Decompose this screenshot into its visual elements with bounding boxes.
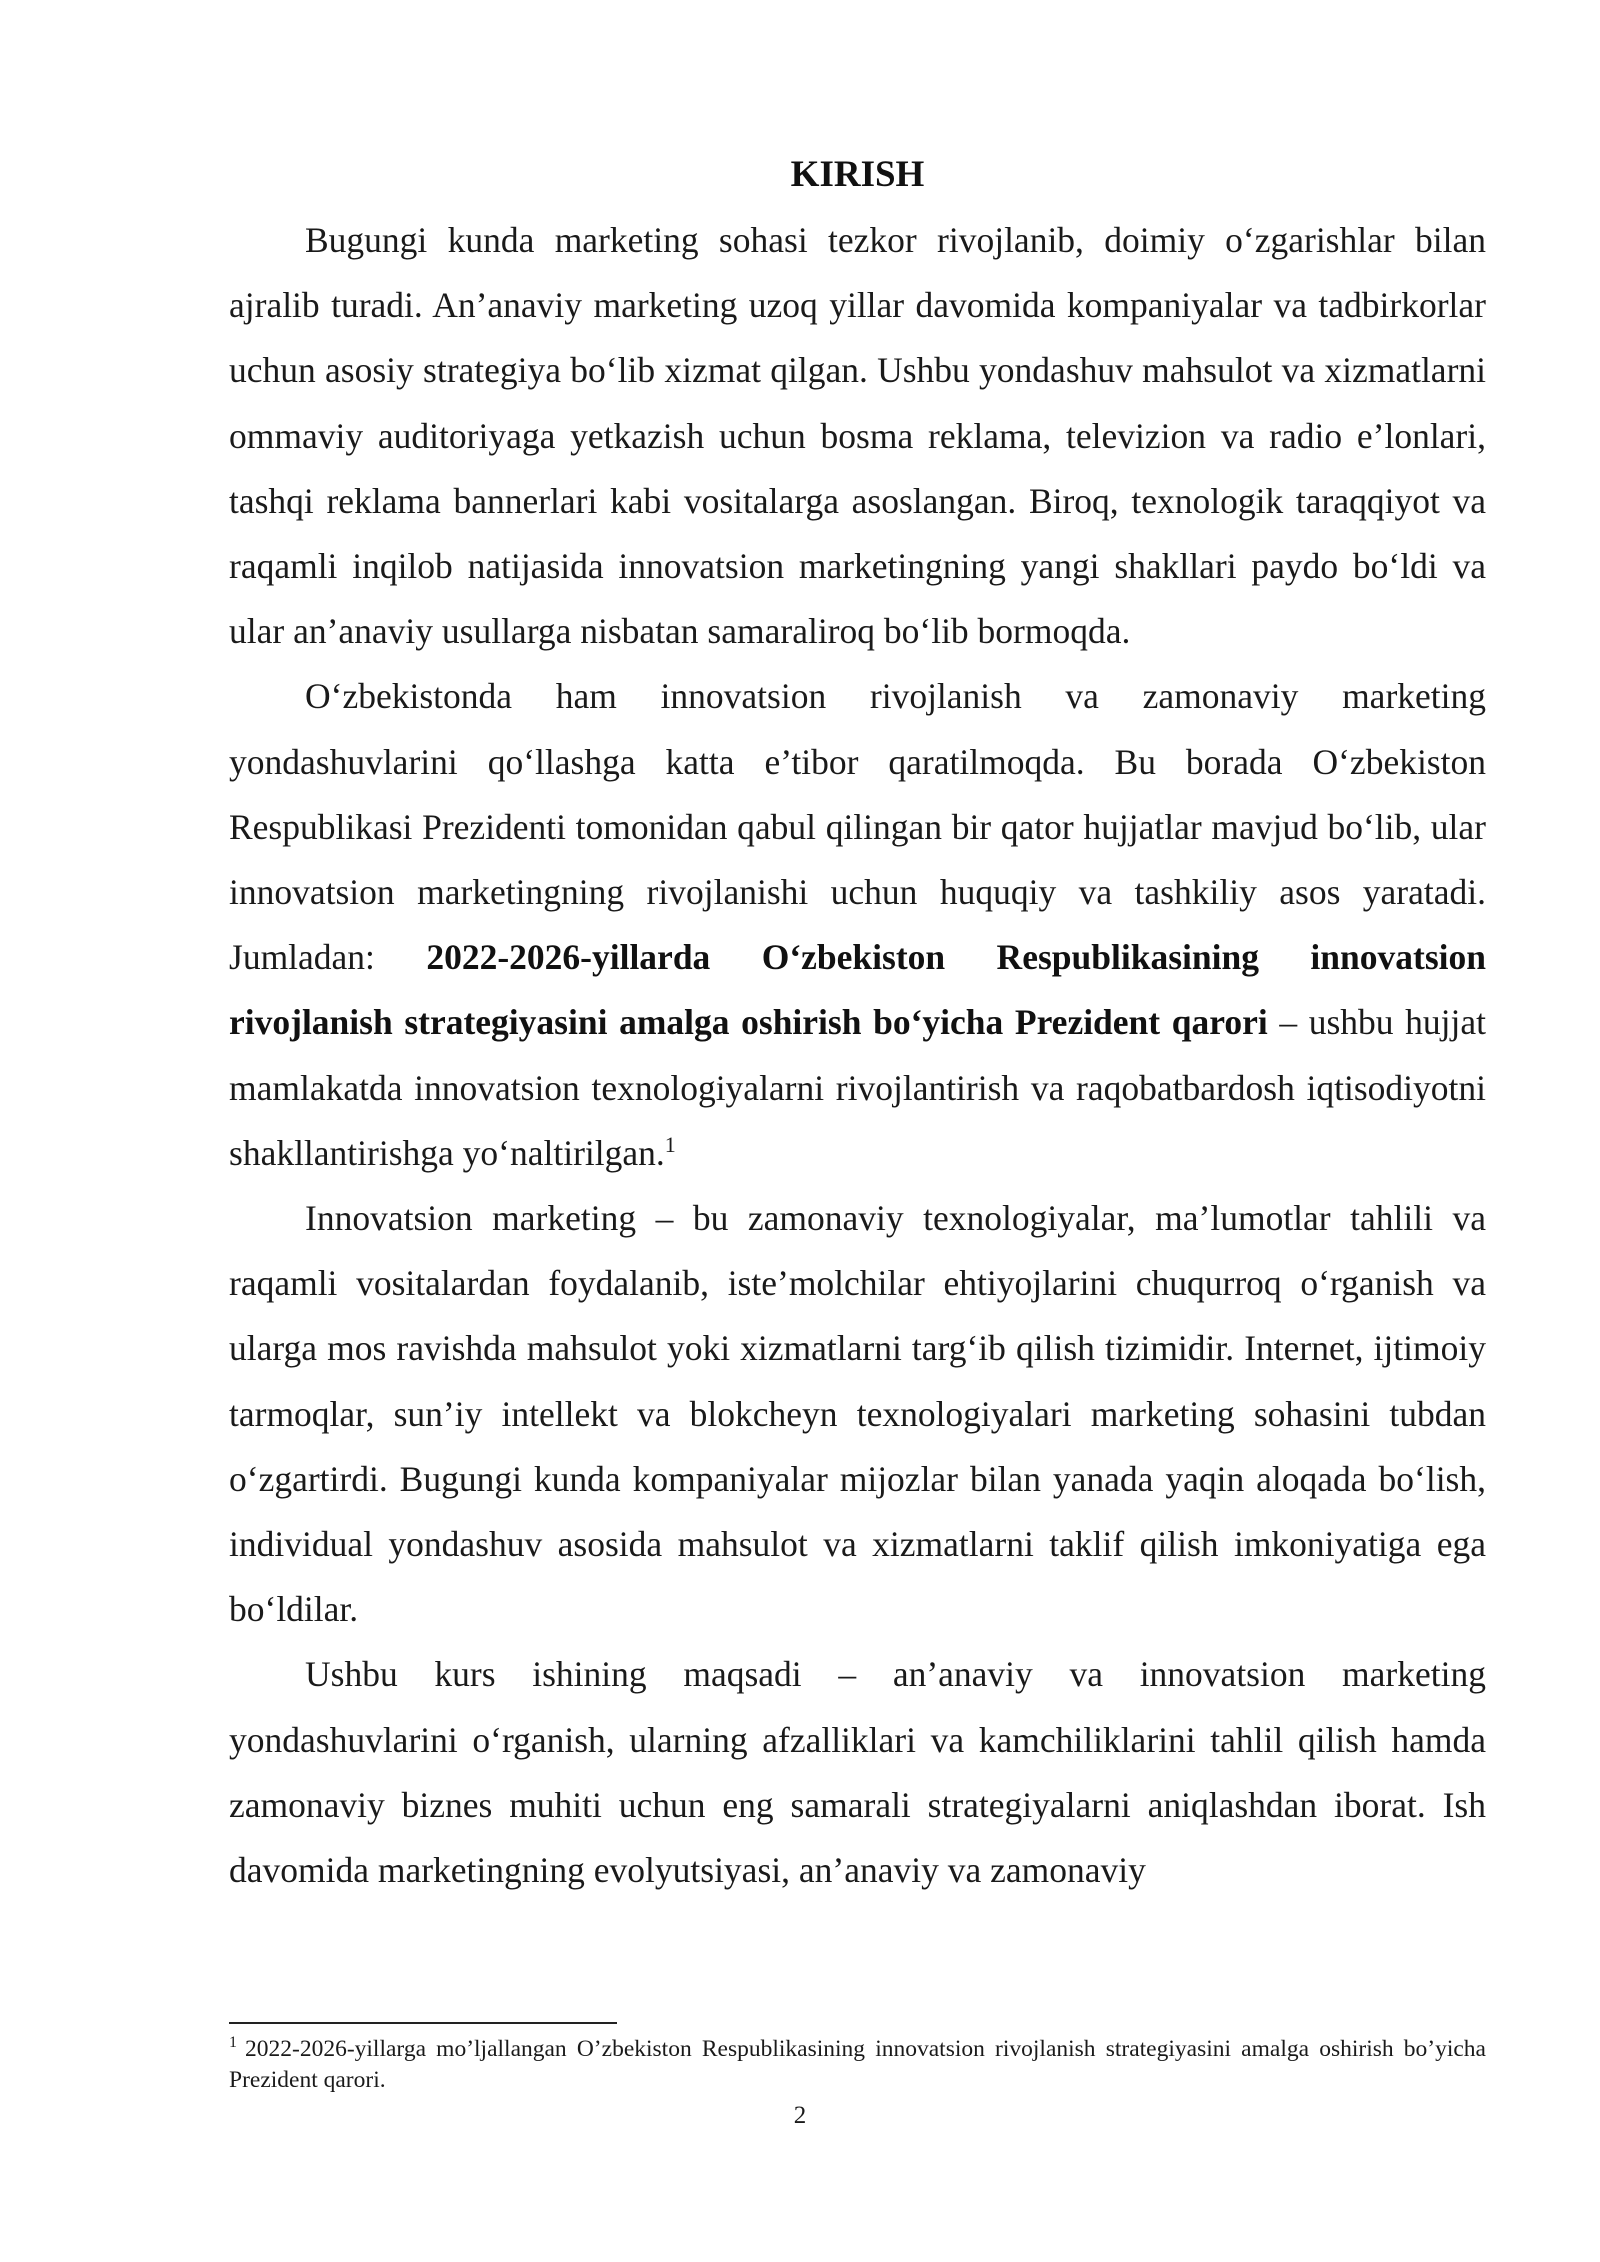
footnote-text: 2022-2026-yillarga mo’ljallangan O’zbekiston Respublikasining innovatsion rivojlanish strategiyasini amalga oshirish bo’yicha Prezident qarori.	[229, 2036, 1486, 2093]
footnote-reference[interactable]: 1	[664, 1132, 676, 1158]
footnote-mark: 1	[229, 2034, 237, 2052]
paragraph-2-rest: – ushbu hujjat mamlakatda innovatsion texnologiyalarni rivojlantirish va raqobatbardosh iqtisodiyotni shakllantirishga yo‘naltirilgan.	[229, 1002, 1486, 1173]
section-heading: KIRISH	[790, 154, 925, 195]
paragraph-4: Ushbu kurs ishining maqsadi – an’anaviy va innovatsion marketing yondashuvlarini o‘rganish, ularning afzalliklari va kamchiliklarini tahlil qilish hamda zamonaviy biznes muhiti uchun eng samarali strategiyalarni aniqlashdan iborat. Ish davomida marketingning evolyutsiyasi, an’anaviy va zamonaviy	[229, 1654, 1486, 1891]
paragraph-1: Bugungi kunda marketing sohasi tezkor rivojlanib, doimiy o‘zgarishlar bilan ajralib turadi. An’anaviy marketing uzoq yillar davomida kompaniyalar va tadbirkorlar uchun asosiy strategiya bo‘lib xizmat qilgan. Ushbu yondashuv mahsulot va xizmatlarni ommaviy auditoriyaga yetkazish uchun bosma reklama, televizion va radio e’lonlari, tashqi reklama bannerlari kabi vositalarga asoslangan. Biroq, texnologik taraqqiyot va raqamli inqilob natijasida innovatsion marketingning yangi shakllari paydo bo‘ldi va ular an’anaviy usullarga nisbatan samaraliroq bo‘lib bormoqda.	[229, 220, 1486, 652]
decree-title-bold: 2022-2026-yillarda O‘zbekiston Respublikasining innovatsion rivojlanish strategiyasini amalga oshirish bo‘yicha Prezident qarori	[229, 937, 1486, 1043]
page-number: 2	[793, 2102, 807, 2129]
page-body	[229, 146, 1486, 1903]
paragraph-3: Innovatsion marketing – bu zamonaviy texnologiyalar, ma’lumotlar tahlili va raqamli vositalardan foydalanib, iste’molchilar ehtiyojlarini chuqurroq o‘rganish va ularga mos ravishda mahsulot yoki xizmatlarni targ‘ib qilish tizimidir. Internet, ijtimoiy tarmoqlar, sun’iy intellekt va blokcheyn texnologiyalari marketing sohasini tubdan o‘zgartirdi. Bugungi kunda kompaniyalar mijozlar bilan yanada yaqin aloqada bo‘lish, individual yondashuv asosida mahsulot va xizmatlarni taklif qilish imkoniyatiga ega bo‘ldilar.	[229, 1198, 1486, 1630]
footnote	[229, 2034, 1486, 2096]
paragraph-2	[229, 664, 1486, 1186]
paragraph-2-intro: O‘zbekistonda ham innovatsion rivojlanish va zamonaviy marketing yondashuvlarini qo‘llashga katta e’tibor qaratilmoqda. Bu borada O‘zbekiston Respublikasi Prezidenti tomonidan qabul qilingan bir qator hujjatlar mavjud bo‘lib, ular innovatsion marketingning rivojlanishi uchun huquqiy va tashkiliy asos yaratadi. Jumladan:	[229, 676, 1486, 978]
footnote-separator	[229, 2022, 617, 2024]
